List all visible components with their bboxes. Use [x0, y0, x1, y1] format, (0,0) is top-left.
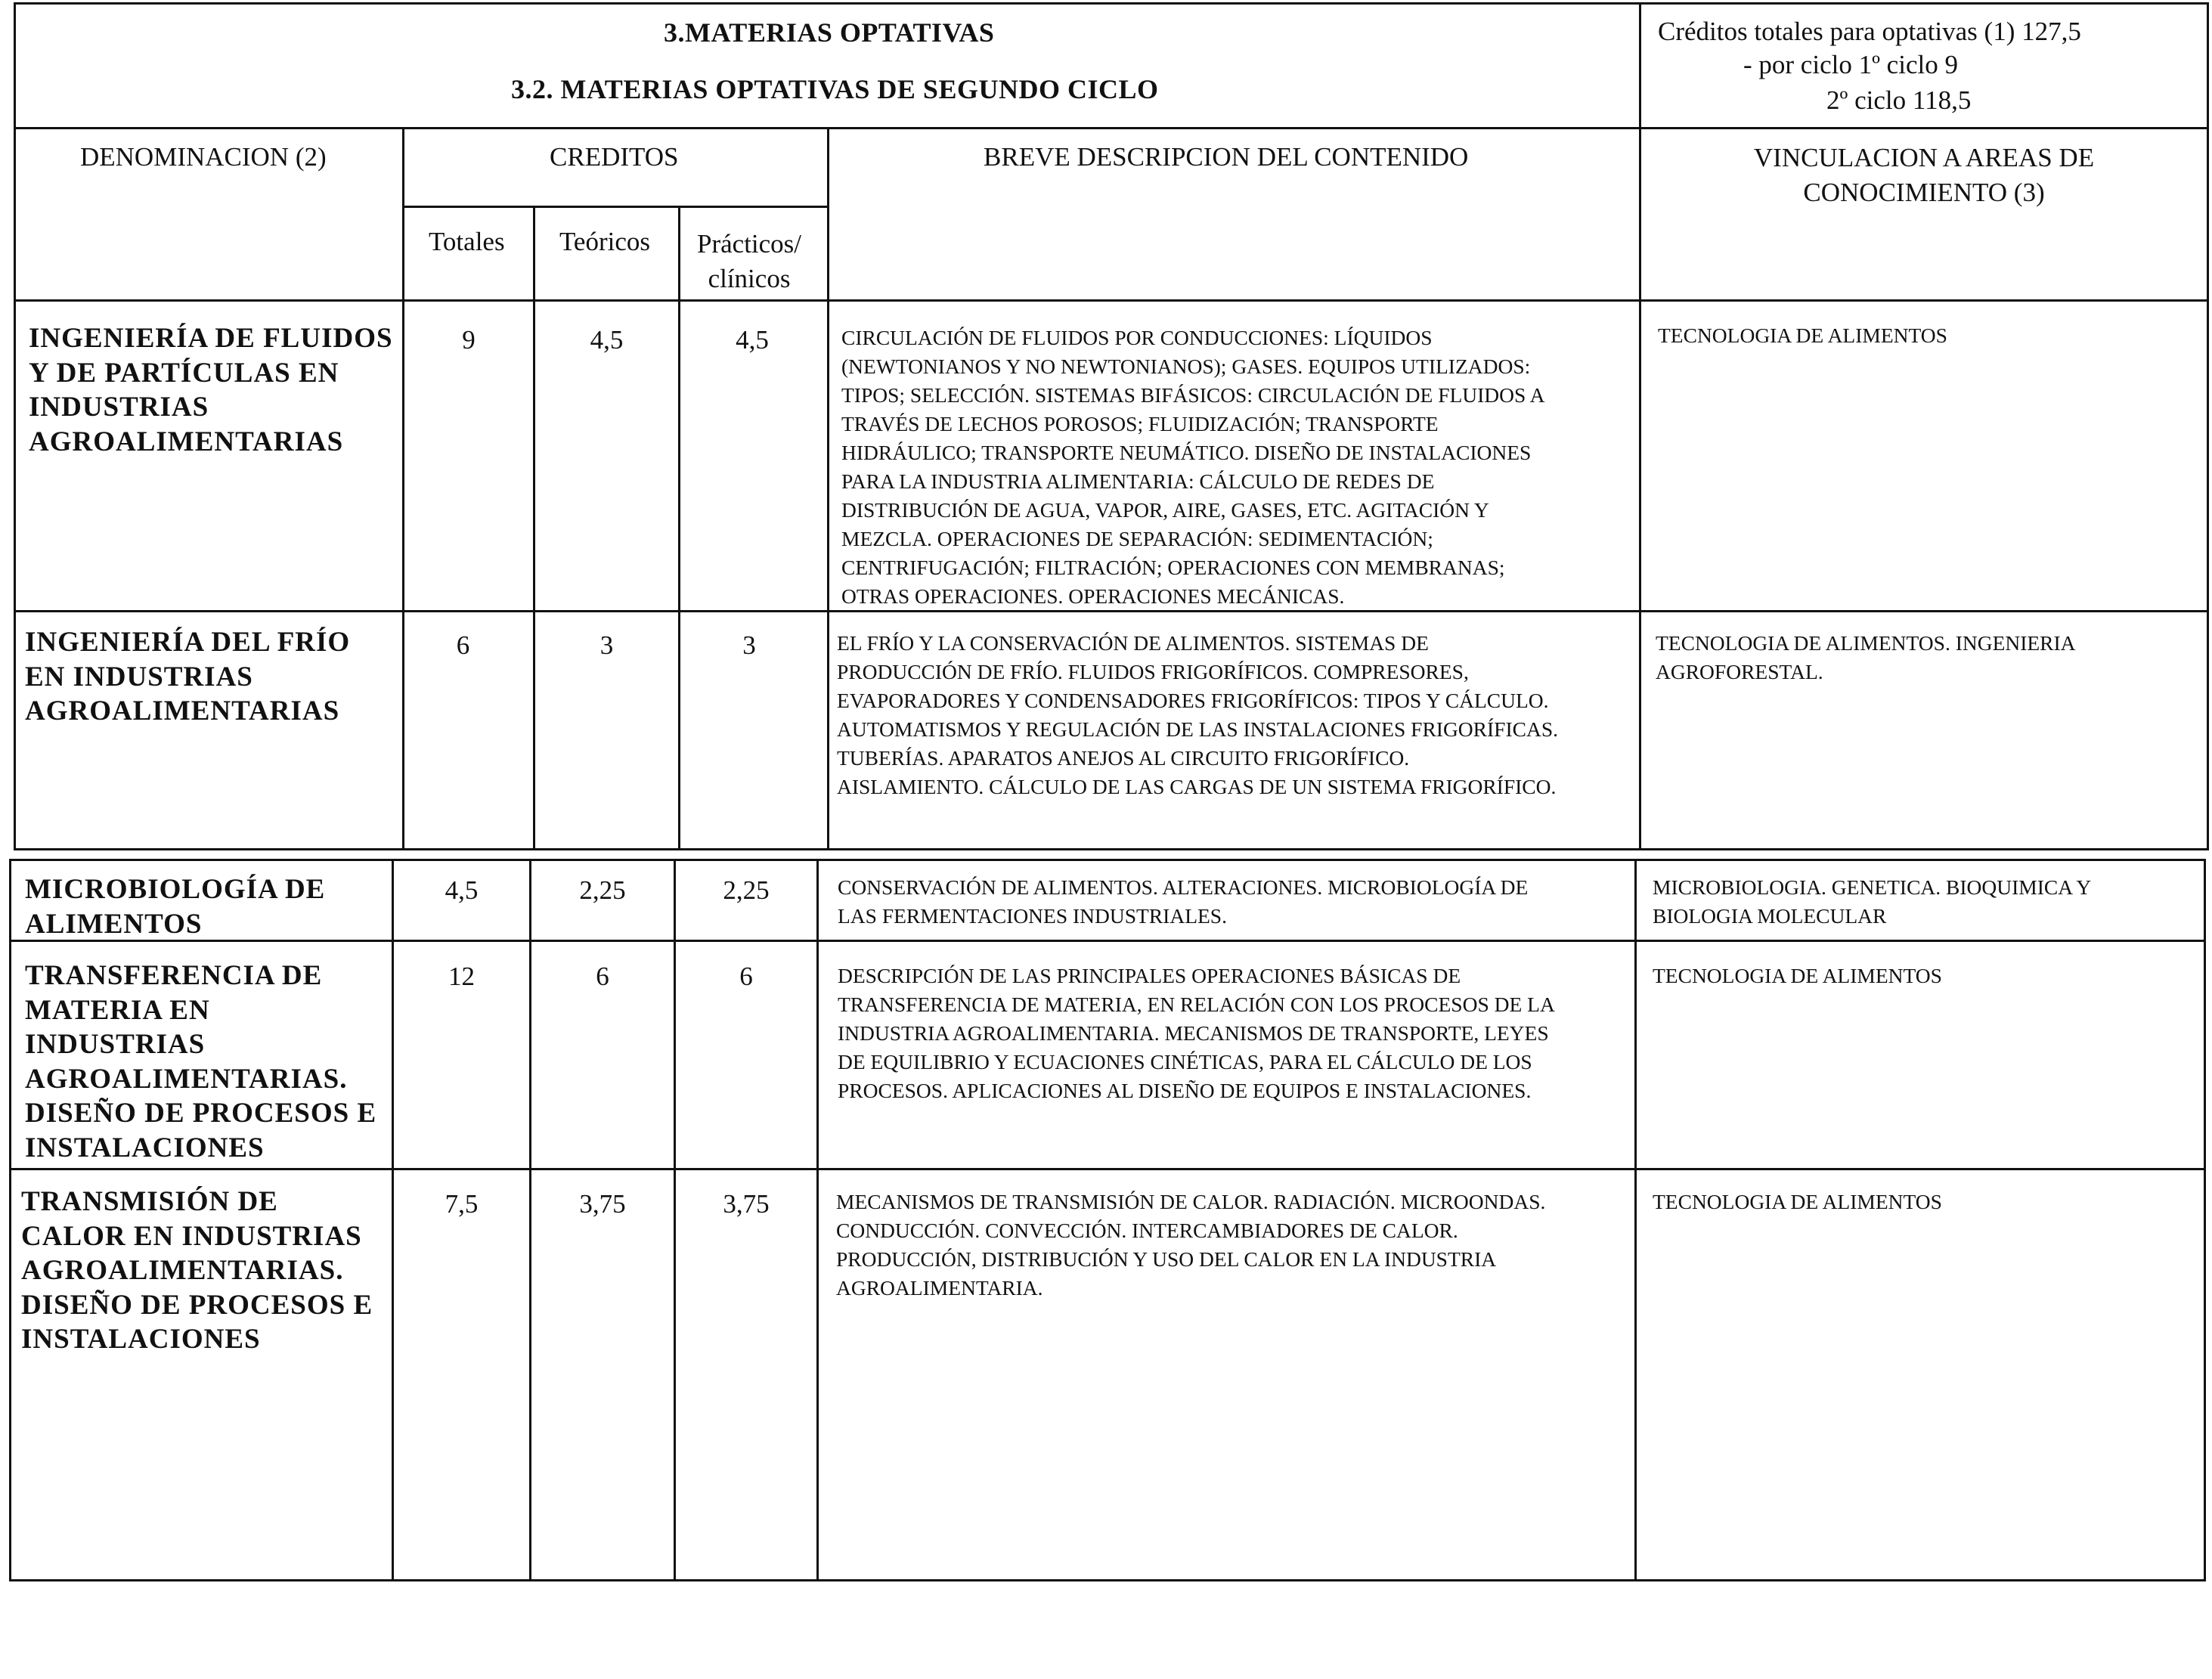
credits-cycle1-line: - por ciclo 1º ciclo 9	[1743, 50, 1958, 79]
col-header-practicos-line1: Prácticos/	[697, 229, 802, 259]
subsection-title: 3.2. MATERIAS OPTATIVAS DE SEGUNDO CICLO	[511, 74, 1159, 104]
col-header-descripcion: BREVE DESCRIPCION DEL CONTENIDO	[984, 142, 1469, 172]
knowledge-area: TECNOLOGIA DE ALIMENTOS	[1658, 324, 1947, 347]
course-description: MECANISMOS DE TRANSMISIÓN DE CALOR. RADIACIÓN. MICROONDAS. CONDUCCIÓN. CONVECCIÓN. INTERCAMBIADORES DE CALOR. PRODUCCIÓN, DISTRIBUCIÓN Y USO DEL CALOR EN LA INDUSTRIA AGROALIMENTARIA.	[836, 1190, 1546, 1300]
course-name: INGENIERÍA DE FLUIDOS Y DE PARTÍCULAS EN INDUSTRIAS AGROALIMENTARIAS	[29, 323, 393, 457]
knowledge-area: TECNOLOGIA DE ALIMENTOS	[1653, 1190, 1942, 1213]
col-header-practicos	[697, 227, 801, 296]
rule-table-bottom	[9, 1579, 2206, 1581]
col-header-vinculacion-line1: VINCULACION A AREAS DE	[1753, 143, 2095, 172]
credits-totales: 7,5	[445, 1189, 479, 1219]
col-header-vinculacion	[1639, 141, 2209, 210]
course-description: CONSERVACIÓN DE ALIMENTOS. ALTERACIONES. MICROBIOLOGÍA DE LAS FERMENTACIONES INDUSTRIALES.	[838, 875, 1529, 928]
col-header-creditos: CREDITOS	[550, 142, 679, 172]
course-description: DESCRIPCIÓN DE LAS PRINCIPALES OPERACIONES BÁSICAS DE TRANSFERENCIA DE MATERIA, EN RELACIÓN CON LOS PROCESOS DE LA INDUSTRIA AGROALIMENTARIA. MECANISMOS DE TRANSPORTE, LEYES DE EQUILIBRIO Y ECUACIONES CINÉTICAS, PARA EL CÁLCULO DE LOS PROCESOS. APLICACIONES AL DISEÑO DE EQUIPOS E INSTALACIONES.	[838, 964, 1555, 1102]
rule-left-1	[14, 2, 16, 850]
credits-teoricos: 3	[599, 630, 614, 660]
credits-teoricos: 2,25	[579, 875, 626, 905]
rule-desc-1	[827, 127, 829, 850]
rule-page1-bottom	[14, 848, 2209, 850]
course-name: TRANSFERENCIA DE MATERIA EN INDUSTRIAS AGROALIMENTARIAS. DISEÑO DE PROCESOS E INSTALACIONES	[25, 960, 377, 1163]
knowledge-area: TECNOLOGIA DE ALIMENTOS. INGENIERIA AGROFORESTAL.	[1656, 631, 2076, 683]
course-description: EL FRÍO Y LA CONSERVACIÓN DE ALIMENTOS. SISTEMAS DE PRODUCCIÓN DE FRÍO. FLUIDOS FRIGORÍFICOS. COMPRESORES, EVAPORADORES Y CONDENSADORES FRIGORÍFICOS: TIPOS Y CÁLCULO. AUTOMATISMOS Y REGULACIÓN DE LAS INSTALACIONES FRIGORÍFICAS. TUBERÍAS. APARATOS ANEJOS AL CIRCUITO FRIGORÍFICO. AISLAMIENTO. CÁLCULO DE LAS CARGAS DE UN SISTEMA FRIGORÍFICO.	[837, 631, 1558, 798]
rule-vinc-2	[1634, 859, 1637, 1581]
rule-top	[14, 2, 2209, 5]
rule-desc-2	[816, 859, 819, 1581]
rule-right-2	[2204, 859, 2206, 1581]
rule-teoricos-1	[678, 206, 680, 850]
col-header-denominacion: DENOMINACION (2)	[80, 142, 327, 172]
rule-page2-top	[9, 859, 2206, 861]
knowledge-area: MICROBIOLOGIA. GENETICA. BIOQUIMICA Y BIOLOGIA MOLECULAR	[1653, 875, 2092, 928]
rule-right-1	[2207, 2, 2209, 850]
credits-teoricos: 4,5	[590, 325, 624, 355]
rule-creditos-sub	[402, 206, 827, 208]
credits-totales: 6	[456, 630, 470, 660]
rule-totales-1	[533, 206, 535, 850]
credits-practicos: 3,75	[723, 1189, 770, 1219]
credits-totales: 4,5	[445, 875, 479, 905]
col-header-vinculacion-line2: CONOCIMIENTO (3)	[1803, 178, 2045, 207]
rule-left-2	[9, 859, 11, 1581]
credits-total-line: Créditos totales para optativas (1) 127,5	[1658, 17, 2081, 46]
credits-practicos: 6	[739, 962, 753, 991]
credits-totales: 9	[462, 325, 476, 355]
credits-teoricos: 3,75	[579, 1189, 626, 1219]
course-name: MICROBIOLOGÍA DE ALIMENTOS	[25, 874, 326, 940]
rule-header-bottom	[14, 127, 2209, 129]
rule-vinc-1	[1639, 2, 1641, 850]
credits-teoricos: 6	[596, 962, 609, 991]
course-name: TRANSMISIÓN DE CALOR EN INDUSTRIAS AGROALIMENTARIAS. DISEÑO DE PROCESOS E INSTALACIONES	[21, 1186, 373, 1355]
knowledge-area: TECNOLOGIA DE ALIMENTOS	[1653, 964, 1942, 987]
credits-practicos: 4,5	[736, 325, 769, 355]
col-header-practicos-line2: clínicos	[708, 264, 791, 293]
credits-cycle2-line: 2º ciclo 118,5	[1826, 85, 1972, 115]
course-description: CIRCULACIÓN DE FLUIDOS POR CONDUCCIONES: LÍQUIDOS (NEWTONIANOS Y NO NEWTONIANOS); GASES. EQUIPOS UTILIZADOS: TIPOS; SELECCIÓN. SISTEMAS BIFÁSICOS: CIRCULACIÓN DE FLUIDOS A TRAVÉS DE LECHOS POROSOS; FLUIDIZACIÓN; TRANSPORTE HIDRÁULICO; TRANSPORTE NEUMÁTICO. DISEÑO DE INSTALACIONES PARA LA INDUSTRIA ALIMENTARIA: CÁLCULO DE REDES DE DISTRIBUCIÓN DE AGUA, VAPOR, AIRE, GASES, ETC. AGITACIÓN Y MEZCLA. OPERACIONES DE SEPARACIÓN: SEDIMENTACIÓN; CENTRIFUGACIÓN; FILTRACIÓN; OPERACIONES CON MEMBRANAS; OTRAS OPERACIONES. OPERACIONES MECÁNICAS.	[841, 326, 1545, 608]
section-title: 3.MATERIAS OPTATIVAS	[664, 17, 995, 48]
course-name: INGENIERÍA DEL FRÍO EN INDUSTRIAS AGROALIMENTARIAS	[25, 627, 351, 726]
rule-denom-1	[402, 127, 404, 850]
col-header-totales: Totales	[429, 227, 505, 256]
col-header-teoricos: Teóricos	[559, 227, 651, 256]
credits-practicos: 3	[742, 630, 756, 660]
credits-totales: 12	[448, 962, 475, 991]
rule-columns-bottom	[14, 299, 2209, 302]
rule-row4-bottom	[9, 1168, 2206, 1170]
credits-practicos: 2,25	[723, 875, 770, 905]
rule-row3-bottom	[9, 940, 2206, 942]
